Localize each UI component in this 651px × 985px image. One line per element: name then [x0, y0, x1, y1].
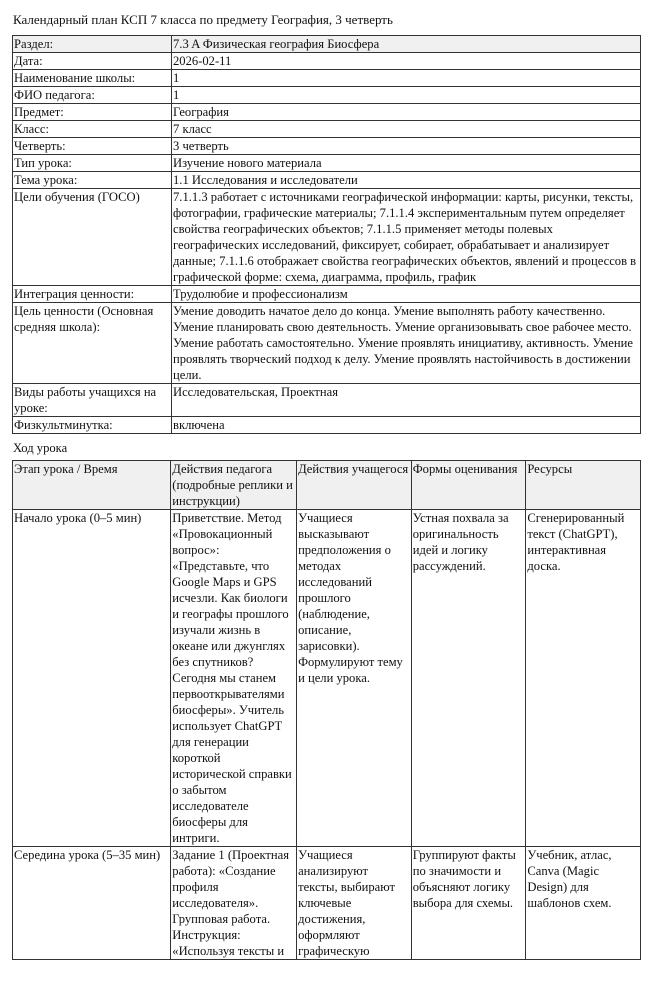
table-row — [13, 510, 641, 847]
info-key: Физкультминутка: — [13, 417, 172, 434]
info-value: 7 класс — [172, 121, 641, 138]
table-row — [13, 384, 641, 417]
info-value: 7.1.1.3 работает с источниками географической информации: карты, рисунки, тексты, фотографии, графические материалы; 7.1.1.4 экспериментальным путем определяет свойства географических объектов; 7.1.1.5 применяет методы полевых географических исследований, фиксирует, собирает, обрабатывает и анализирует данные; 7.1.1.6 отображает свойства географических объектов, явлений и процессов в графической форме: схема, диаграмма, профиль, график — [172, 189, 641, 286]
table-row — [13, 172, 641, 189]
info-key: Тема урока: — [13, 172, 172, 189]
info-key: Предмет: — [13, 104, 172, 121]
info-value: 2026-02-11 — [172, 53, 641, 70]
lesson-info-table — [12, 35, 641, 434]
info-key: Класс: — [13, 121, 172, 138]
info-value: Трудолюбие и профессионализм — [172, 286, 641, 303]
table-row — [13, 104, 641, 121]
lesson-student-cell: Учащиеся анализируют тексты, выбирают ключевые достижения, оформляют графическую — [297, 847, 412, 960]
table-header-row — [13, 461, 641, 510]
info-value: Изучение нового материала — [172, 155, 641, 172]
table-row — [13, 286, 641, 303]
table-row — [13, 36, 641, 53]
table-row — [13, 87, 641, 104]
info-key: Цели обучения (ГОСО) — [13, 189, 172, 286]
table-row — [13, 847, 641, 960]
document-title: Календарный план КСП 7 класса по предмету География, 3 четверть — [13, 12, 393, 27]
header-assessment: Формы оценивания — [411, 461, 526, 510]
info-key: Интеграция ценности: — [13, 286, 172, 303]
info-value: 7.3 A Физическая география Биосфера — [172, 36, 641, 53]
info-key: ФИО педагога: — [13, 87, 172, 104]
lesson-progress-heading: Ход урока — [13, 441, 68, 455]
info-key: Виды работы учащихся на уроке: — [13, 384, 172, 417]
info-value: включена — [172, 417, 641, 434]
info-key: Тип урока: — [13, 155, 172, 172]
header-stage: Этап урока / Время — [13, 461, 171, 510]
lesson-resources-cell: Учебник, атлас, Canva (Magic Design) для шаблонов схем. — [526, 847, 641, 960]
lesson-student-cell: Учащиеся высказывают предположения о методах исследований прошлого (наблюдение, описание, зарисовки). Формулируют тему и цели урока. — [297, 510, 412, 847]
lesson-resources-cell: Сгенерированный текст (ChatGPT), интерактивная доска. — [526, 510, 641, 847]
table-row — [13, 70, 641, 87]
table-row — [13, 155, 641, 172]
lesson-stage-cell: Начало урока (0–5 мин) — [13, 510, 171, 847]
info-key: Четверть: — [13, 138, 172, 155]
info-value: 1.1 Исследования и исследователи — [172, 172, 641, 189]
table-row — [13, 53, 641, 70]
table-row — [13, 303, 641, 384]
info-key: Наименование школы: — [13, 70, 172, 87]
table-row — [13, 189, 641, 286]
lesson-assessment-cell: Группируют факты по значимости и объясняют логику выбора для схемы. — [411, 847, 526, 960]
lesson-teacher-cell: Приветствие. Метод «Провокационный вопрос»: «Представьте, что Google Maps и GPS исчезли. Как биологи и географы прошлого изучали жизнь в океане или джунглях без спутников? Сегодня мы станем первооткрывателями биосферы». Учитель использует ChatGPT для генерации короткой исторической справки о забытом исследователе биосферы для интриги. — [171, 510, 297, 847]
info-key: Цель ценности (Основная средняя школа): — [13, 303, 172, 384]
info-value: 1 — [172, 70, 641, 87]
header-teacher: Действия педагога (подробные реплики и инструкции) — [171, 461, 297, 510]
info-value: Исследовательская, Проектная — [172, 384, 641, 417]
info-key: Дата: — [13, 53, 172, 70]
lesson-progress-table — [12, 460, 641, 960]
table-row — [13, 121, 641, 138]
info-value: География — [172, 104, 641, 121]
lesson-teacher-cell: Задание 1 (Проектная работа): «Создание профиля исследователя». Групповая работа. Инструкция: «Используя тексты и — [171, 847, 297, 960]
info-value: 1 — [172, 87, 641, 104]
table-row — [13, 417, 641, 434]
lesson-assessment-cell: Устная похвала за оригинальность идей и логику рассуждений. — [411, 510, 526, 847]
info-value: Умение доводить начатое дело до конца. Умение выполнять работу качественно. Умение планировать свою деятельность. Умение организовывать свое рабочее место. Умение работать самостоятельно. Умение проявлять инициативу, активность. Умение проявлять творческий подход к делу. Умение проявлять настойчивость в достижении цели. — [172, 303, 641, 384]
header-resources: Ресурсы — [526, 461, 641, 510]
info-key: Раздел: — [13, 36, 172, 53]
header-student: Действия учащегося — [297, 461, 412, 510]
lesson-stage-cell: Середина урока (5–35 мин) — [13, 847, 171, 960]
info-value: 3 четверть — [172, 138, 641, 155]
table-row — [13, 138, 641, 155]
